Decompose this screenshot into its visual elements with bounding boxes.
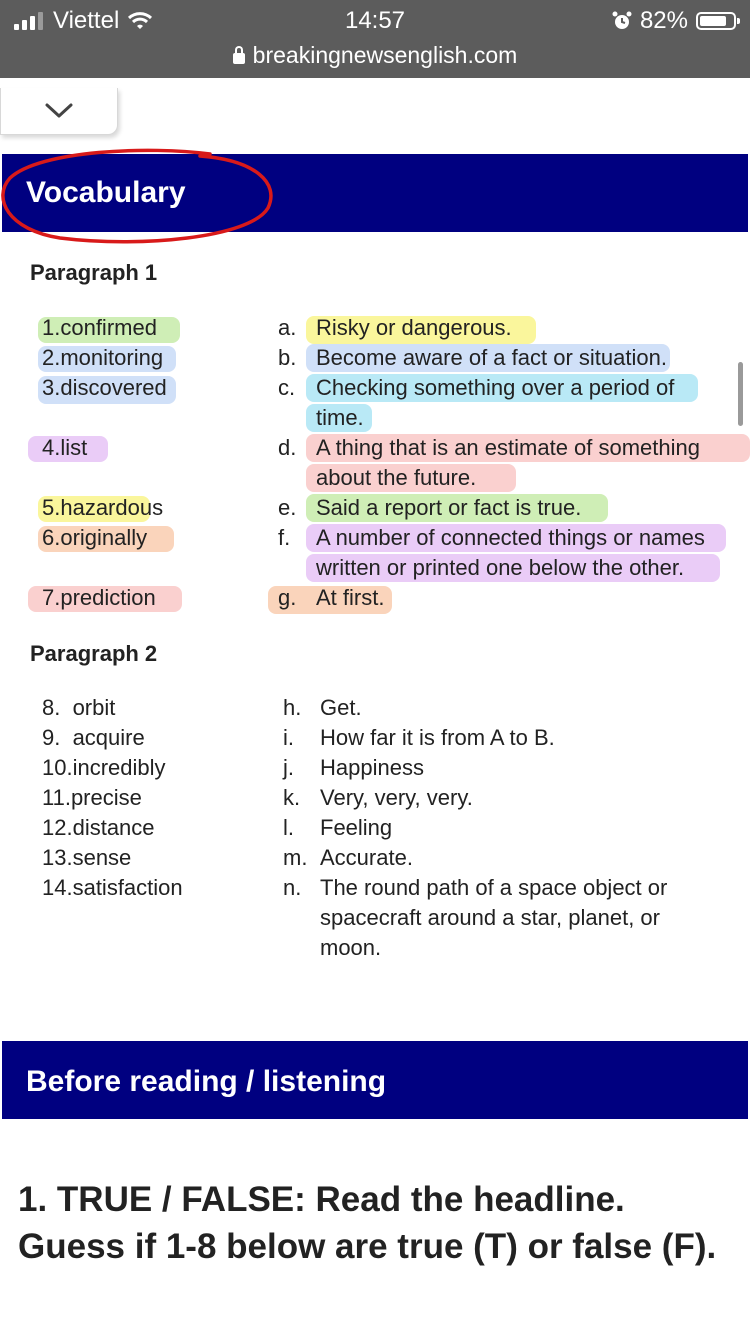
before-reading-header xyxy=(2,1041,748,1119)
vocab-term: 7.prediction xyxy=(42,585,156,610)
vocab-term: 8. orbit xyxy=(42,695,116,720)
url-bar[interactable] xyxy=(0,40,750,70)
vocab-term: 13.sense xyxy=(42,845,132,870)
question-text: 1. TRUE / FALSE: Read the headline. Guess if 1-8 below are true (T) or false (F). xyxy=(18,1180,717,1266)
definition-letter: g. xyxy=(278,585,297,610)
vocab-term: 14.satisfaction xyxy=(42,875,183,900)
definition-text: The round path of a space object or xyxy=(320,875,668,900)
url-text: breakingnewsenglish.com xyxy=(252,41,518,68)
vocabulary-title: Vocabulary xyxy=(26,176,186,209)
definition-text: Said a report or fact is true. xyxy=(316,495,582,520)
scrollbar-thumb[interactable] xyxy=(738,362,743,426)
definition-text: Feeling xyxy=(320,815,393,840)
definition-text: moon. xyxy=(320,935,382,960)
definition-letter: f. xyxy=(278,525,291,550)
battery-icon xyxy=(696,12,736,30)
definition-text: Risky or dangerous. xyxy=(316,315,512,340)
collapse-toggle-button[interactable] xyxy=(0,88,118,135)
vocab-term: 9. acquire xyxy=(42,725,145,750)
definition-letter: m. xyxy=(283,845,308,870)
vocab-term: 6.originally xyxy=(42,525,148,550)
vocab-term: 11.precise xyxy=(42,785,142,810)
definition-letter: h. xyxy=(283,695,302,720)
definition-letter: i. xyxy=(283,725,294,750)
lock-icon xyxy=(233,53,245,64)
vocab-term: 3.discovered xyxy=(42,375,167,400)
definition-text: about the future. xyxy=(316,465,477,490)
definition-letter: j. xyxy=(283,755,294,780)
alarm-icon xyxy=(612,11,632,31)
definition-text: A number of connected things or names xyxy=(316,525,705,550)
definition-text: Get. xyxy=(320,695,362,720)
definition-letter: a. xyxy=(278,315,297,340)
definition-letter: n. xyxy=(283,875,302,900)
vocabulary-header xyxy=(2,154,748,232)
definition-letter: d. xyxy=(278,435,297,460)
vocab-term: 2.monitoring xyxy=(42,345,164,370)
definition-text: A thing that is an estimate of something xyxy=(316,435,701,460)
vocab-term: 10.incredibly xyxy=(42,755,166,780)
paragraph-2-heading: Paragraph 2 xyxy=(30,641,158,666)
definition-text: Happiness xyxy=(320,755,424,780)
definition-text: spacecraft around a star, planet, or xyxy=(320,905,660,930)
definition-text: Checking something over a period of xyxy=(316,375,675,400)
battery-percent: 82% xyxy=(639,7,688,34)
definition-text: written or printed one below the other. xyxy=(316,555,685,580)
carrier-name: Viettel xyxy=(53,7,120,34)
before-reading-title: Before reading / listening xyxy=(26,1065,387,1098)
definition-letter: k. xyxy=(283,785,301,810)
chevron-down-icon xyxy=(44,102,74,120)
definition-text: time. xyxy=(316,405,364,430)
definition-letter: c. xyxy=(278,375,296,400)
definition-text: Accurate. xyxy=(320,845,413,870)
vocab-term: 12.distance xyxy=(42,815,155,840)
definition-letter: b. xyxy=(278,345,297,370)
paragraph-1-heading: Paragraph 1 xyxy=(30,260,158,285)
definition-text: Become aware of a fact or situation. xyxy=(316,345,667,370)
definition-letter: l. xyxy=(283,815,294,840)
definition-letter: e. xyxy=(278,495,297,520)
definition-text: At first. xyxy=(316,585,385,610)
battery-status xyxy=(612,6,736,36)
definition-text: How far it is from A to B. xyxy=(320,725,555,750)
vocab-term: 1.confirmed xyxy=(42,315,157,340)
status-time: 14:57 xyxy=(344,7,406,34)
status-and-url-bar xyxy=(0,0,750,78)
vocab-term: 5.hazardous xyxy=(42,495,164,520)
vocab-term: 4.list xyxy=(42,435,88,460)
definition-text: Very, very, very. xyxy=(320,785,473,810)
